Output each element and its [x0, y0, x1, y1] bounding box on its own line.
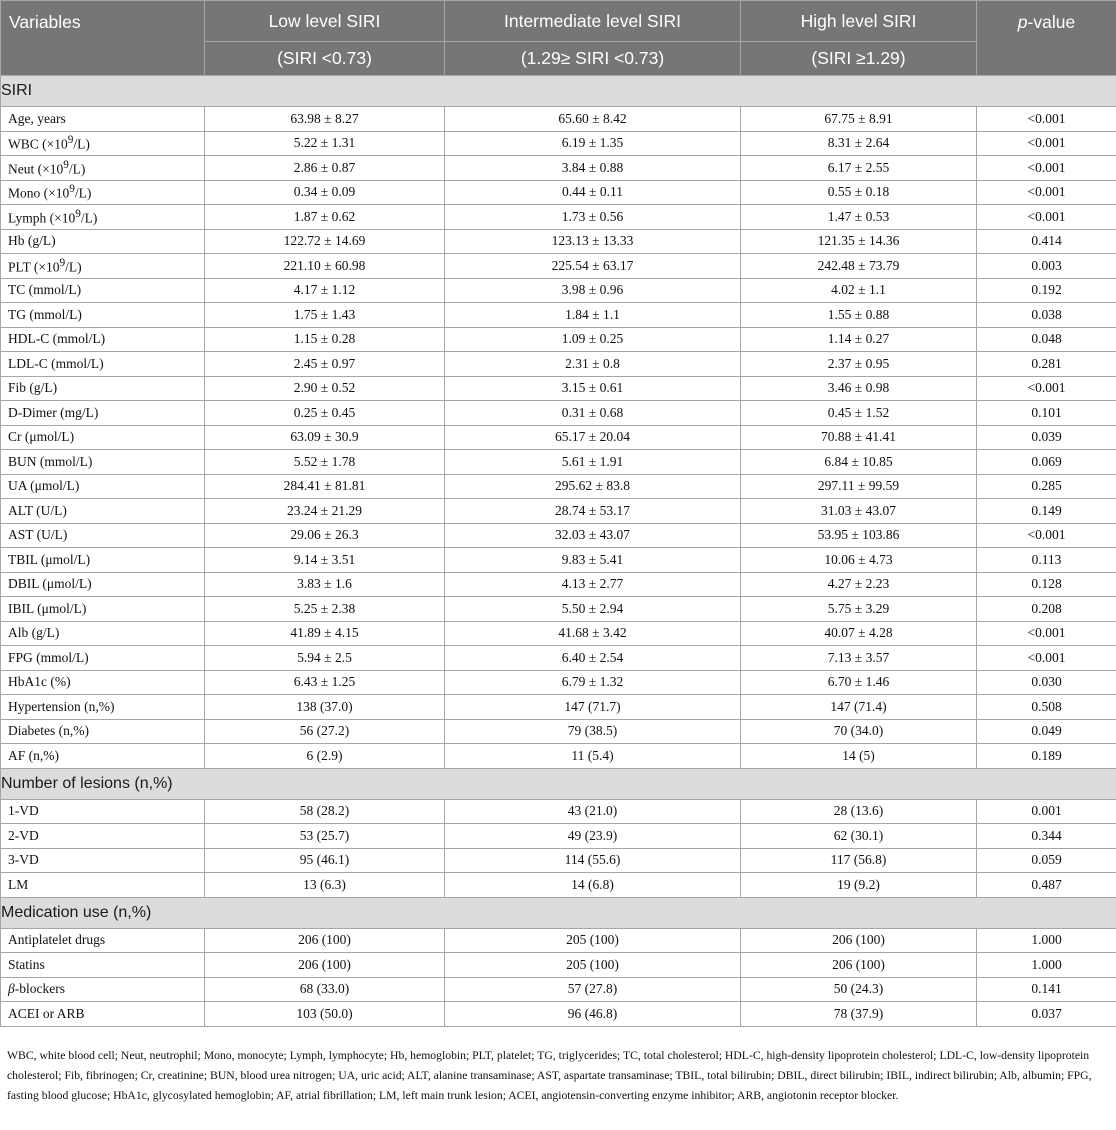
variable-label — [1, 327, 205, 352]
header-p-rest: -value — [1027, 12, 1076, 32]
high-siri-value: 7.13 ± 3.57 — [741, 646, 977, 671]
high-siri-value: 62 (30.1) — [741, 824, 977, 849]
low-siri-value: 1.75 ± 1.43 — [205, 303, 445, 328]
table-row — [1, 848, 1116, 873]
high-siri-value: 297.11 ± 99.59 — [741, 474, 977, 499]
low-siri-value: 13 (6.3) — [205, 873, 445, 898]
low-siri-value: 6.43 ± 1.25 — [205, 670, 445, 695]
variable-label-text: Lymph (×10 — [8, 210, 76, 225]
table-row — [1, 695, 1116, 720]
variable-label-text: Alb (g/L) — [8, 625, 60, 641]
intermediate-siri-value: 65.17 ± 20.04 — [445, 425, 741, 450]
intermediate-siri-value: 79 (38.5) — [445, 719, 741, 744]
variable-label — [1, 928, 205, 953]
intermediate-siri-value: 32.03 ± 43.07 — [445, 523, 741, 548]
variable-label-superscript: 9 — [67, 134, 74, 146]
p-value: <0.001 — [977, 646, 1116, 671]
p-value: 0.039 — [977, 425, 1116, 450]
variable-label — [1, 719, 205, 744]
variable-label — [1, 824, 205, 849]
low-siri-value: 9.14 ± 3.51 — [205, 548, 445, 573]
section-header-row — [1, 768, 1116, 799]
low-siri-value: 63.09 ± 30.9 — [205, 425, 445, 450]
variable-label-text: Hypertension (n,%) — [8, 698, 115, 714]
section-title: Medication use (n,%) — [1, 897, 1116, 928]
variable-label — [1, 597, 205, 622]
high-siri-value: 206 (100) — [741, 953, 977, 978]
intermediate-siri-value: 6.79 ± 1.32 — [445, 670, 741, 695]
section-header-row — [1, 76, 1116, 107]
p-value: 0.049 — [977, 719, 1116, 744]
variable-label — [1, 1002, 205, 1027]
variable-label — [1, 450, 205, 475]
p-value: 0.003 — [977, 254, 1116, 279]
variable-label-text: HDL-C (mmol/L) — [8, 331, 106, 347]
high-siri-value: 8.31 ± 2.64 — [741, 131, 977, 156]
intermediate-siri-value: 225.54 ± 63.17 — [445, 254, 741, 279]
high-siri-value: 67.75 ± 8.91 — [741, 107, 977, 132]
p-value: 0.487 — [977, 873, 1116, 898]
p-value: 0.030 — [977, 670, 1116, 695]
variable-label-text: FPG (mmol/L) — [8, 649, 89, 665]
variable-label-text: Age, years — [8, 110, 66, 126]
p-value: 0.414 — [977, 229, 1116, 254]
variable-label — [1, 646, 205, 671]
table-row — [1, 873, 1116, 898]
variable-label-text: Neut (×10 — [8, 161, 64, 176]
table-row — [1, 156, 1116, 181]
low-siri-value: 29.06 ± 26.3 — [205, 523, 445, 548]
header-high-subtitle: (SIRI ≥1.29) — [741, 42, 977, 76]
variable-label-text: Diabetes (n,%) — [8, 723, 89, 739]
low-siri-value: 1.15 ± 0.28 — [205, 327, 445, 352]
low-siri-value: 58 (28.2) — [205, 799, 445, 824]
variable-label-text: TC (mmol/L) — [8, 282, 82, 298]
low-siri-value: 5.25 ± 2.38 — [205, 597, 445, 622]
low-siri-value: 221.10 ± 60.98 — [205, 254, 445, 279]
table-body — [1, 76, 1116, 1027]
p-value: 1.000 — [977, 953, 1116, 978]
variable-label-superscript: 9 — [63, 158, 69, 171]
table-row — [1, 303, 1116, 328]
intermediate-siri-value: 1.73 ± 0.56 — [445, 205, 741, 230]
high-siri-value: 19 (9.2) — [741, 873, 977, 898]
high-siri-value: 70.88 ± 41.41 — [741, 425, 977, 450]
variable-label — [1, 799, 205, 824]
low-siri-value: 138 (37.0) — [205, 695, 445, 720]
table-row — [1, 229, 1116, 254]
low-siri-value: 2.90 ± 0.52 — [205, 376, 445, 401]
low-siri-value: 41.89 ± 4.15 — [205, 621, 445, 646]
low-siri-value: 3.83 ± 1.6 — [205, 572, 445, 597]
p-value: <0.001 — [977, 156, 1116, 181]
high-siri-value: 10.06 ± 4.73 — [741, 548, 977, 573]
intermediate-siri-value: 43 (21.0) — [445, 799, 741, 824]
table-row — [1, 824, 1116, 849]
variable-label — [1, 303, 205, 328]
variable-label-text: 2-VD — [8, 827, 39, 843]
variable-label-italic: β — [8, 981, 15, 997]
intermediate-siri-value: 14 (6.8) — [445, 873, 741, 898]
high-siri-value: 1.47 ± 0.53 — [741, 205, 977, 230]
variable-label — [1, 229, 205, 254]
p-value: <0.001 — [977, 180, 1116, 205]
high-siri-value: 1.55 ± 0.88 — [741, 303, 977, 328]
high-siri-value: 4.27 ± 2.23 — [741, 572, 977, 597]
high-siri-value: 121.35 ± 14.36 — [741, 229, 977, 254]
table-row — [1, 670, 1116, 695]
variable-label-suffix: /L) — [65, 259, 82, 274]
intermediate-siri-value: 0.44 ± 0.11 — [445, 180, 741, 205]
table-row — [1, 425, 1116, 450]
intermediate-siri-value: 5.50 ± 2.94 — [445, 597, 741, 622]
variable-label-text: Cr (μmol/L) — [8, 429, 75, 445]
intermediate-siri-value: 147 (71.7) — [445, 695, 741, 720]
header-high-title: High level SIRI — [741, 1, 977, 42]
variable-label-text: 3-VD — [8, 852, 39, 868]
high-siri-value: 31.03 ± 43.07 — [741, 499, 977, 524]
header-p-italic: p — [1017, 12, 1028, 32]
low-siri-value: 95 (46.1) — [205, 848, 445, 873]
intermediate-siri-value: 6.40 ± 2.54 — [445, 646, 741, 671]
variable-label-superscript: 9 — [69, 183, 75, 195]
intermediate-siri-value: 57 (27.8) — [445, 977, 741, 1002]
intermediate-siri-value: 49 (23.9) — [445, 824, 741, 849]
variable-label-superscript: 9 — [59, 256, 66, 269]
low-siri-value: 1.87 ± 0.62 — [205, 205, 445, 230]
table-row — [1, 352, 1116, 377]
high-siri-value: 0.55 ± 0.18 — [741, 180, 977, 205]
high-siri-value: 206 (100) — [741, 928, 977, 953]
table-row — [1, 523, 1116, 548]
table-row — [1, 180, 1116, 205]
intermediate-siri-value: 65.60 ± 8.42 — [445, 107, 741, 132]
high-siri-value: 14 (5) — [741, 744, 977, 769]
header-low-title: Low level SIRI — [205, 1, 445, 42]
high-siri-value: 6.84 ± 10.85 — [741, 450, 977, 475]
intermediate-siri-value: 123.13 ± 13.33 — [445, 229, 741, 254]
table-row — [1, 401, 1116, 426]
p-value: 0.192 — [977, 278, 1116, 303]
table-row — [1, 278, 1116, 303]
variable-label — [1, 572, 205, 597]
table-row — [1, 928, 1116, 953]
low-siri-value: 63.98 ± 8.27 — [205, 107, 445, 132]
variable-label-suffix: /L) — [68, 161, 86, 176]
variable-label — [1, 695, 205, 720]
intermediate-siri-value: 6.19 ± 1.35 — [445, 131, 741, 156]
table-row — [1, 107, 1116, 132]
variable-label — [1, 352, 205, 377]
table-row — [1, 205, 1116, 230]
intermediate-siri-value: 114 (55.6) — [445, 848, 741, 873]
variable-label-text: TG (mmol/L) — [8, 306, 82, 322]
table-row — [1, 376, 1116, 401]
variable-label-text: WBC (×10 — [8, 136, 68, 152]
p-value: 0.101 — [977, 401, 1116, 426]
variable-label — [1, 744, 205, 769]
intermediate-siri-value: 295.62 ± 83.8 — [445, 474, 741, 499]
intermediate-siri-value: 3.98 ± 0.96 — [445, 278, 741, 303]
table-row — [1, 327, 1116, 352]
variable-label — [1, 254, 205, 279]
low-siri-value: 53 (25.7) — [205, 824, 445, 849]
p-value: 0.281 — [977, 352, 1116, 377]
p-value: 1.000 — [977, 928, 1116, 953]
intermediate-siri-value: 41.68 ± 3.42 — [445, 621, 741, 646]
intermediate-siri-value: 0.31 ± 0.68 — [445, 401, 741, 426]
low-siri-value: 0.34 ± 0.09 — [205, 180, 445, 205]
p-value: 0.141 — [977, 977, 1116, 1002]
variable-label — [1, 401, 205, 426]
variable-label-superscript: 9 — [75, 207, 81, 220]
p-value: 0.001 — [977, 799, 1116, 824]
variable-label — [1, 131, 205, 156]
variable-label-text: Antiplatelet drugs — [8, 932, 106, 948]
variable-label — [1, 205, 205, 230]
low-siri-value: 0.25 ± 0.45 — [205, 401, 445, 426]
table-row — [1, 799, 1116, 824]
table-footnote: WBC, white blood cell; Neut, neutrophil; Mono, monocyte; Lymph, lymphocyte; Hb, hemoglobin; PLT, platelet; TG, triglycerides; TC, total cholesterol; HDL-C, high-density lipoprotein cholesterol; LDL-C, low-density lipoprotein cholesterol; Fib, fibrinogen; Cr, creatinine; BUN, blood urea nitrogen; UA, uric acid; ALT, alanine transaminase; AST, aspartate transaminase; TBIL, total bilirubin; DBIL, direct bilirubin; IBIL, indirect bilirubin; Alb, albumin; FPG, fasting blood glucose; HbA1c, glycosylated hemoglobin; AF, atrial fibrillation; LM, left main trunk lesion; ACEI, angiotensin-converting enzyme inhibitor; ARB, angiotonin receptor blocker. — [7, 1049, 1092, 1102]
low-siri-value: 4.17 ± 1.12 — [205, 278, 445, 303]
high-siri-value: 6.70 ± 1.46 — [741, 670, 977, 695]
low-siri-value: 122.72 ± 14.69 — [205, 229, 445, 254]
p-value: 0.344 — [977, 824, 1116, 849]
p-value: 0.037 — [977, 1002, 1116, 1027]
p-value: 0.508 — [977, 695, 1116, 720]
variable-label-suffix: /L) — [80, 210, 98, 225]
header-mid-title: Intermediate level SIRI — [445, 1, 741, 42]
high-siri-value: 28 (13.6) — [741, 799, 977, 824]
p-value: 0.059 — [977, 848, 1116, 873]
table-row — [1, 1002, 1116, 1027]
high-siri-value: 5.75 ± 3.29 — [741, 597, 977, 622]
variable-label-text: LDL-C (mmol/L) — [8, 355, 104, 371]
table-row — [1, 450, 1116, 475]
table-row — [1, 646, 1116, 671]
low-siri-value: 5.94 ± 2.5 — [205, 646, 445, 671]
intermediate-siri-value: 3.15 ± 0.61 — [445, 376, 741, 401]
variable-label — [1, 107, 205, 132]
p-value: <0.001 — [977, 523, 1116, 548]
high-siri-value: 1.14 ± 0.27 — [741, 327, 977, 352]
variable-label-text: 1-VD — [8, 803, 39, 819]
intermediate-siri-value: 96 (46.8) — [445, 1002, 741, 1027]
header-p-value — [977, 1, 1116, 76]
section-header-row — [1, 897, 1116, 928]
high-siri-value: 70 (34.0) — [741, 719, 977, 744]
variable-label-text: Hb (g/L) — [8, 233, 56, 249]
low-siri-value: 206 (100) — [205, 928, 445, 953]
variable-label — [1, 156, 205, 181]
low-siri-value: 68 (33.0) — [205, 977, 445, 1002]
section-title: SIRI — [1, 76, 1116, 107]
high-siri-value: 2.37 ± 0.95 — [741, 352, 977, 377]
variable-label — [1, 621, 205, 646]
variable-label — [1, 499, 205, 524]
variable-label-text: LM — [8, 876, 29, 892]
variable-label-text: PLT (×10 — [8, 259, 60, 274]
table-row — [1, 131, 1116, 156]
variable-label-suffix: /L) — [73, 136, 90, 152]
table-row — [1, 719, 1116, 744]
p-value: <0.001 — [977, 205, 1116, 230]
table-row — [1, 597, 1116, 622]
variable-label — [1, 278, 205, 303]
intermediate-siri-value: 205 (100) — [445, 928, 741, 953]
p-value: 0.048 — [977, 327, 1116, 352]
table-row — [1, 548, 1116, 573]
intermediate-siri-value: 28.74 ± 53.17 — [445, 499, 741, 524]
p-value: 0.069 — [977, 450, 1116, 475]
header-variables: Variables — [1, 1, 205, 76]
table-row — [1, 744, 1116, 769]
low-siri-value: 284.41 ± 81.81 — [205, 474, 445, 499]
high-siri-value: 147 (71.4) — [741, 695, 977, 720]
p-value: <0.001 — [977, 621, 1116, 646]
high-siri-value: 78 (37.9) — [741, 1002, 977, 1027]
intermediate-siri-value: 11 (5.4) — [445, 744, 741, 769]
variable-label — [1, 523, 205, 548]
variable-label — [1, 848, 205, 873]
variable-label — [1, 474, 205, 499]
variable-label — [1, 873, 205, 898]
p-value: 0.208 — [977, 597, 1116, 622]
p-value: 0.038 — [977, 303, 1116, 328]
variable-label-text: ACEI or ARB — [8, 1005, 85, 1021]
low-siri-value: 103 (50.0) — [205, 1002, 445, 1027]
p-value: 0.285 — [977, 474, 1116, 499]
table-row — [1, 474, 1116, 499]
p-value: 0.189 — [977, 744, 1116, 769]
p-value: <0.001 — [977, 131, 1116, 156]
variable-label-suffix: /L) — [74, 185, 92, 201]
table-row — [1, 953, 1116, 978]
intermediate-siri-value: 9.83 ± 5.41 — [445, 548, 741, 573]
high-siri-value: 3.46 ± 0.98 — [741, 376, 977, 401]
low-siri-value: 6 (2.9) — [205, 744, 445, 769]
variable-label-text: TBIL (μmol/L) — [8, 551, 91, 567]
low-siri-value: 5.52 ± 1.78 — [205, 450, 445, 475]
variable-label-text: Statins — [8, 956, 45, 972]
header-mid-subtitle: (1.29≥ SIRI <0.73) — [445, 42, 741, 76]
p-value: <0.001 — [977, 376, 1116, 401]
p-value: <0.001 — [977, 107, 1116, 132]
table-header — [1, 1, 1116, 76]
high-siri-value: 40.07 ± 4.28 — [741, 621, 977, 646]
high-siri-value: 4.02 ± 1.1 — [741, 278, 977, 303]
variable-label-text: AF (n,%) — [8, 747, 59, 763]
intermediate-siri-value: 5.61 ± 1.91 — [445, 450, 741, 475]
section-title: Number of lesions (n,%) — [1, 768, 1116, 799]
table-row — [1, 499, 1116, 524]
table-row — [1, 977, 1116, 1002]
low-siri-value: 2.86 ± 0.87 — [205, 156, 445, 181]
high-siri-value: 6.17 ± 2.55 — [741, 156, 977, 181]
high-siri-value: 117 (56.8) — [741, 848, 977, 873]
low-siri-value: 23.24 ± 21.29 — [205, 499, 445, 524]
table-row — [1, 621, 1116, 646]
variable-label — [1, 548, 205, 573]
intermediate-siri-value: 2.31 ± 0.8 — [445, 352, 741, 377]
high-siri-value: 50 (24.3) — [741, 977, 977, 1002]
variable-label — [1, 425, 205, 450]
p-value: 0.128 — [977, 572, 1116, 597]
high-siri-value: 53.95 ± 103.86 — [741, 523, 977, 548]
variable-label — [1, 953, 205, 978]
intermediate-siri-value: 3.84 ± 0.88 — [445, 156, 741, 181]
variable-label-text: ALT (U/L) — [8, 502, 67, 518]
variable-label — [1, 376, 205, 401]
low-siri-value: 206 (100) — [205, 953, 445, 978]
variable-label-suffix: -blockers — [14, 981, 65, 997]
header-low-subtitle: (SIRI <0.73) — [205, 42, 445, 76]
table-row — [1, 254, 1116, 279]
variable-label-text: Mono (×10 — [8, 185, 70, 201]
p-value: 0.149 — [977, 499, 1116, 524]
intermediate-siri-value: 1.84 ± 1.1 — [445, 303, 741, 328]
variable-label-text: Fib (g/L) — [8, 380, 58, 396]
variable-label — [1, 670, 205, 695]
table-row — [1, 572, 1116, 597]
variable-label-text: D-Dimer (mg/L) — [8, 404, 99, 420]
variable-label-text: DBIL (μmol/L) — [8, 576, 92, 592]
low-siri-value: 5.22 ± 1.31 — [205, 131, 445, 156]
intermediate-siri-value: 4.13 ± 2.77 — [445, 572, 741, 597]
variable-label — [1, 180, 205, 205]
variable-label-text: AST (U/L) — [8, 527, 68, 543]
variable-label-text: UA (μmol/L) — [8, 478, 80, 494]
high-siri-value: 242.48 ± 73.79 — [741, 254, 977, 279]
low-siri-value: 2.45 ± 0.97 — [205, 352, 445, 377]
high-siri-value: 0.45 ± 1.52 — [741, 401, 977, 426]
intermediate-siri-value: 205 (100) — [445, 953, 741, 978]
variable-label — [1, 977, 205, 1002]
low-siri-value: 56 (27.2) — [205, 719, 445, 744]
variable-label-text: IBIL (μmol/L) — [8, 600, 87, 616]
variable-label-text: BUN (mmol/L) — [8, 453, 93, 469]
p-value: 0.113 — [977, 548, 1116, 573]
variable-label-text: HbA1c (%) — [8, 674, 71, 690]
intermediate-siri-value: 1.09 ± 0.25 — [445, 327, 741, 352]
